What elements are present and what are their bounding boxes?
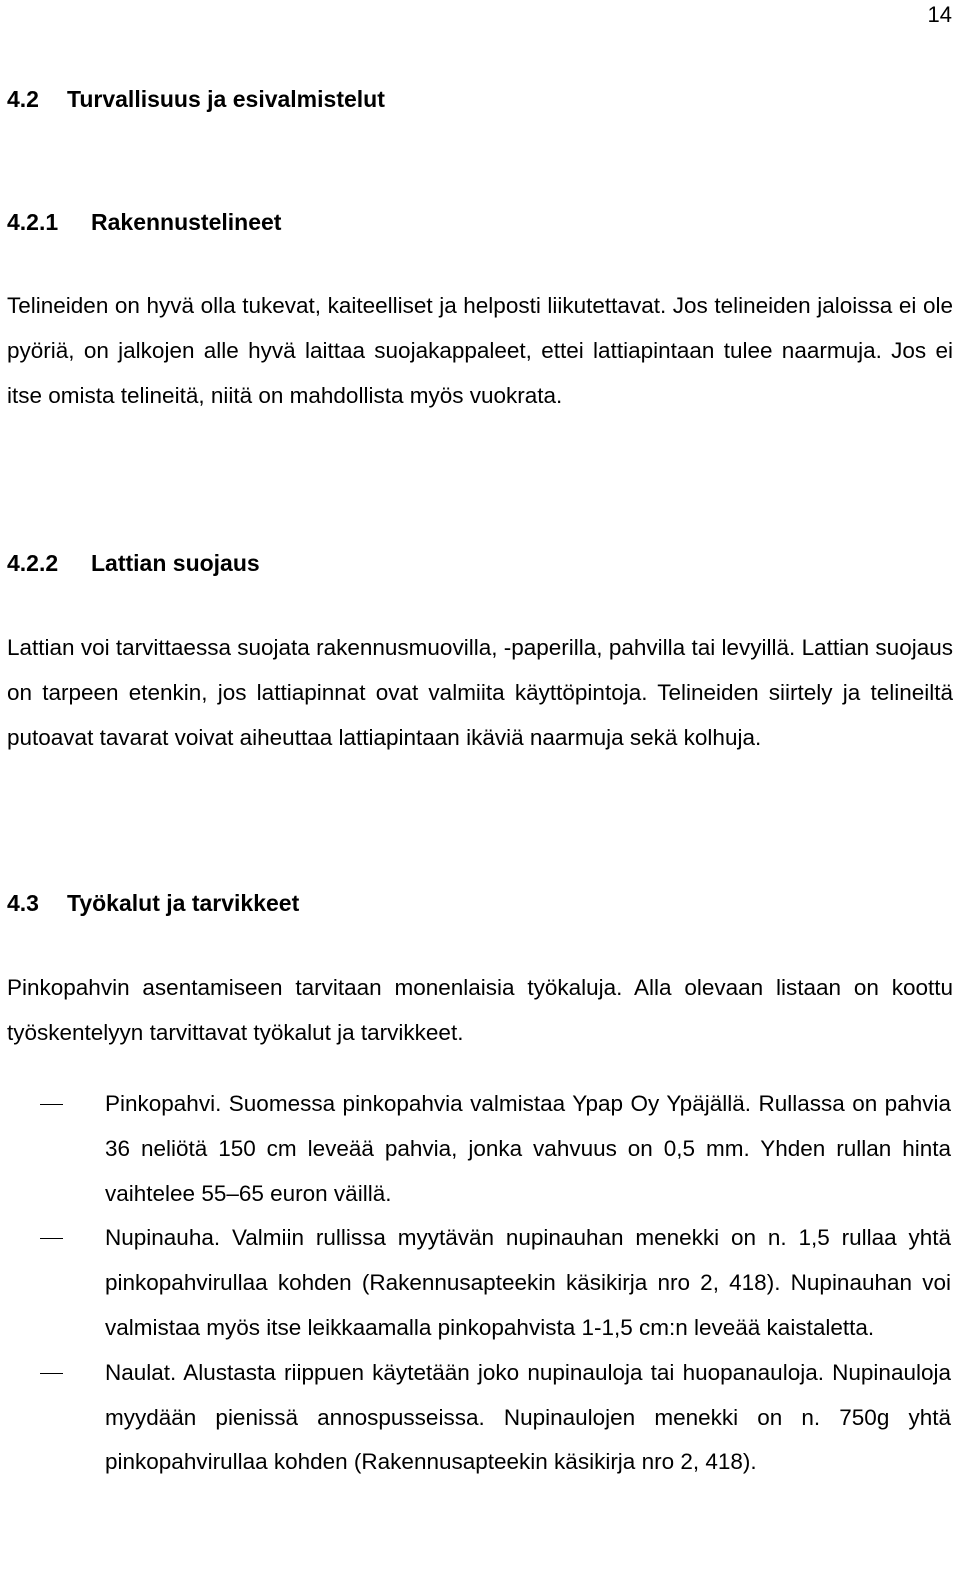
paragraph-rakennustelineet: Telineiden on hyvä olla tukevat, kaiteelliset ja helposti liikutettavat. Jos telineiden jaloissa ei ole pyöriä, on jalkojen alle hyvä laittaa suojakappaleet, ettei lattiapintaan tulee naarmuja. Jos ei itse omista telineitä, niitä on mahdollista myös vuokrata. <box>7 293 953 408</box>
section-heading-4-2-1 <box>7 209 281 236</box>
dash-bullet-icon <box>40 1104 63 1105</box>
list-item-text: Pinkopahvi. Suomessa pinkopahvia valmistaa Ypap Oy Ypäjällä. Rullassa on pahvia 36 neliötä 150 cm leveää pahvia, jonka vahvuus on 0,5 mm. Yhden rullan hinta vaihtelee 55–65 euron väillä. <box>105 1091 951 1206</box>
paragraph-lattian-suojaus: Lattian voi tarvittaessa suojata rakennusmuovilla, -paperilla, pahvilla tai levyillä. Lattian suojaus on tarpeen etenkin, jos lattiapinnat ovat valmiita käyttöpintoja. Telineiden siirtely ja telineiltä putoavat tavarat voivat aiheuttaa lattiapintaan ikäviä naarmuja sekä kolhuja. <box>7 635 953 750</box>
list-item-text: Naulat. Alustasta riippuen käytetään joko nupinauloja tai huopanauloja. Nupinauloja myydään pienissä annospusseissa. Nupinaulojen menekki on n. 750g yhtä pinkopahvirullaa kohden (Rakennusapteekin käsikirja nro 2, 418). <box>105 1359 951 1475</box>
section-title: Työkalut ja tarvikkeet <box>67 890 300 916</box>
section-title: Lattian suojaus <box>91 550 260 576</box>
section-title: Turvallisuus ja esivalmistelut <box>67 86 385 112</box>
section-heading-4-2-2 <box>7 550 260 577</box>
section-heading-4-2 <box>7 86 385 113</box>
list-item <box>0 1351 951 1485</box>
dash-bullet-icon <box>40 1238 63 1239</box>
list-item-text: Nupinauha. Valmiin rullissa myytävän nupinauhan menekki on n. 1,5 rullaa yhtä pinkopahvirullaa kohden (Rakennusapteekin käsikirja nro 2, 418). Nupinauhan voi valmistaa myös itse leikkaamalla pinkopahvista 1-1,5 cm:n leveää kaistaletta. <box>105 1225 951 1340</box>
section-heading-4-3 <box>7 890 299 917</box>
list-item <box>0 1216 951 1350</box>
paragraph-tyokalut: Pinkopahvin asentamiseen tarvitaan monenlaisia työkaluja. Alla olevaan listaan on koottu työskentelyyn tarvittavat työkalut ja tarvikkeet. <box>7 975 953 1045</box>
tools-list <box>0 1082 960 1485</box>
list-item <box>0 1082 951 1216</box>
section-title: Rakennustelineet <box>91 209 282 235</box>
section-number: 4.2.1 <box>7 209 59 235</box>
section-number: 4.3 <box>7 890 39 916</box>
section-number: 4.2 <box>7 86 39 112</box>
dash-bullet-icon <box>40 1373 63 1374</box>
section-number: 4.2.2 <box>7 550 59 576</box>
page-number: 14 <box>927 2 952 27</box>
